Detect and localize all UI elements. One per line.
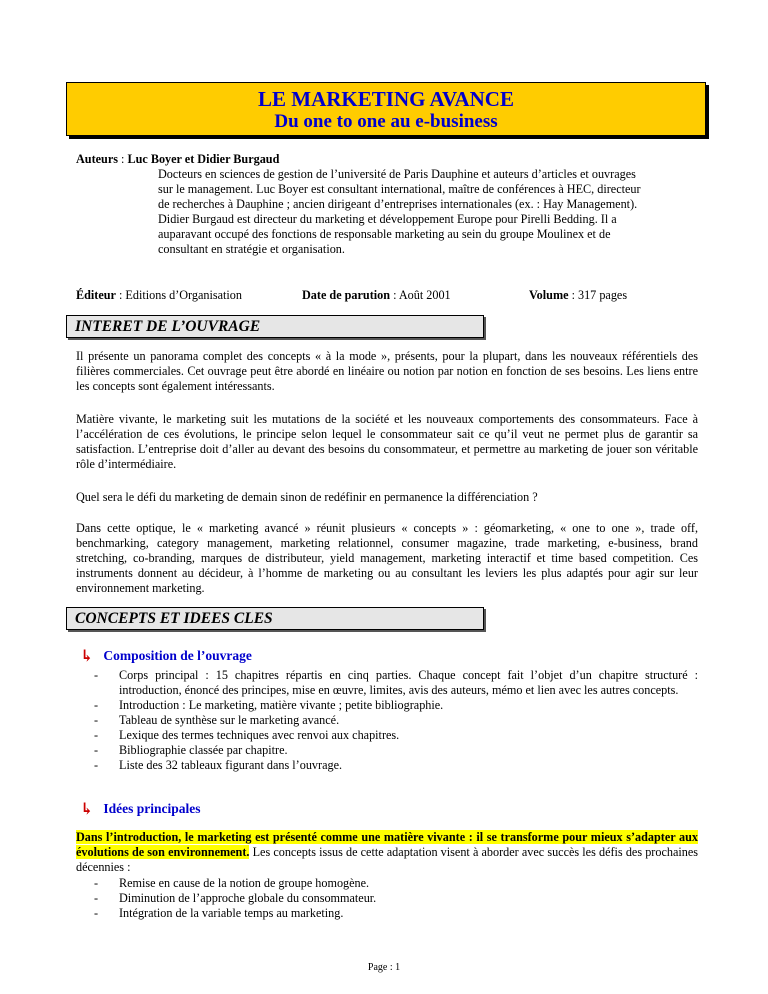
- highlighted-text: Dans l’introduction, le marketing est présenté comme une matière vivante : il se transforme pour mieux s’adapter aux évolutions de son environnement.: [76, 830, 698, 859]
- section-heading-text: INTERET DE L’OUVRAGE: [75, 318, 261, 335]
- editor-info: [76, 288, 242, 303]
- date-value: : Août 2001: [390, 288, 451, 302]
- bio-line: de recherches à Dauphine ; ancien dirigeant d’entreprises internationales (ex. : Hay Management).: [158, 197, 638, 211]
- ideas-intro: [76, 830, 698, 875]
- section-heading-text: CONCEPTS ET IDEES CLES: [75, 610, 273, 627]
- list-item: - Remise en cause de la notion de groupe homogène.: [94, 876, 370, 890]
- paragraph: Matière vivante, le marketing suit les mutations de la société et les nouveaux comportements des consommateurs. Face à l’accélération de ces évolutions, le principe selon lequel le consommateur sait ce qu’il veut ne permet plus de garantir sa satisfaction. L’entreprise doit d’aller au devant des besoins du consommateur, et permettre au marketing de jouer son véritable rôle d’intermédiaire.: [76, 412, 698, 471]
- subheading-ideas: [80, 799, 201, 819]
- authors-block: [76, 152, 716, 257]
- list-item: - Introduction : Le marketing, matière vivante ; petite bibliographie.: [94, 698, 444, 712]
- list-item: - Tableau de synthèse sur le marketing avancé.: [94, 713, 340, 727]
- authors-sep: :: [117, 152, 128, 166]
- title-banner: [66, 82, 706, 136]
- date-info: [302, 288, 451, 303]
- bio-line: Docteurs en sciences de gestion de l’université de Paris Dauphine et auteurs d’articles et ouvrages: [158, 167, 636, 181]
- editor-value: : Editions d’Organisation: [115, 288, 242, 302]
- ideas-list: [76, 876, 698, 921]
- subheading-label: Idées principales: [103, 801, 201, 816]
- date-label: Date de parution: [302, 288, 391, 302]
- list-item: - Intégration de la variable temps au marketing.: [94, 906, 344, 920]
- paragraph: Il présente un panorama complet des concepts « à la mode », présents, pour la plupart, dans les nouveaux référentiels des filières commerciales. Cet ouvrage peut être abordé en linéaire ou notion par notion en fonction de ses besoins. Les liens entre les concepts sont également intéressants.: [76, 349, 698, 393]
- arrow-icon: ↳: [80, 801, 94, 818]
- list-item: - Bibliographie classée par chapitre.: [94, 743, 288, 757]
- volume-info: [529, 288, 627, 303]
- page-number: Page : 1: [367, 962, 401, 973]
- section-heading-concepts: [66, 607, 484, 630]
- list-item: - Lexique des termes techniques avec renvoi aux chapitres.: [94, 728, 400, 742]
- volume-value: : 317 pages: [568, 288, 628, 302]
- editor-label: Éditeur: [76, 288, 116, 302]
- list-item: - Liste des 32 tableaux figurant dans l’ouvrage.: [94, 758, 343, 772]
- authors-label: Auteurs: [76, 152, 118, 166]
- paragraph: Quel sera le défi du marketing de demain sinon de redéfinir en permanence la différenciation ?: [76, 490, 538, 504]
- bio-line: sur le management. Luc Boyer est consultant international, maître de conférences à HEC, directeur: [158, 182, 641, 196]
- paragraph: Dans cette optique, le « marketing avancé » réunit plusieurs « concepts » : géomarketing, « one to one », trade off, benchmarking, category management, marketing relationnel, consumer magazine, trade marketing, e-business, brand stretching, co-branding, marques de distributeur, yield management, marketing interactif et time based competition. Ces instruments donnent au décideur, à l’homme de marketing ou au consultant les leviers les plus adaptés pour agir sur leur environnement marketing.: [76, 521, 698, 595]
- volume-label: Volume: [529, 288, 569, 302]
- bio-line: consultant en stratégie et organisation.: [158, 242, 345, 256]
- bio-line: auparavant occupé des fonctions de responsable marketing au sein du groupe Moulinex et de: [158, 227, 611, 241]
- document-title: LE MARKETING AVANCE: [258, 87, 514, 111]
- composition-list: [76, 668, 698, 773]
- section-heading-interet: [66, 315, 484, 338]
- subheading-composition: [80, 646, 252, 666]
- arrow-icon: ↳: [80, 648, 94, 665]
- bio-line: Didier Burgaud est directeur du marketing et développement Europe pour Pirelli Bedding. Il a: [158, 212, 617, 226]
- list-item: - Corps principal : 15 chapitres répartis en cinq parties. Chaque concept fait l’objet d’un chapitre structuré : introduction, énoncé des principes, mise en œuvre, limites, avis des auteurs, mémo et lien avec les autres concepts.: [94, 668, 698, 697]
- document-subtitle: Du one to one au e-business: [274, 111, 498, 132]
- list-item: - Diminution de l’approche globale du consommateur.: [94, 891, 377, 905]
- authors-names: Luc Boyer et Didier Burgaud: [127, 152, 280, 166]
- ideas-intro-rest: Les concepts issus de cette adaptation visent à aborder avec succès les défis des prochaines décennies :: [76, 845, 699, 874]
- authors-bio: [158, 167, 716, 257]
- subheading-label: Composition de l’ouvrage: [103, 648, 252, 663]
